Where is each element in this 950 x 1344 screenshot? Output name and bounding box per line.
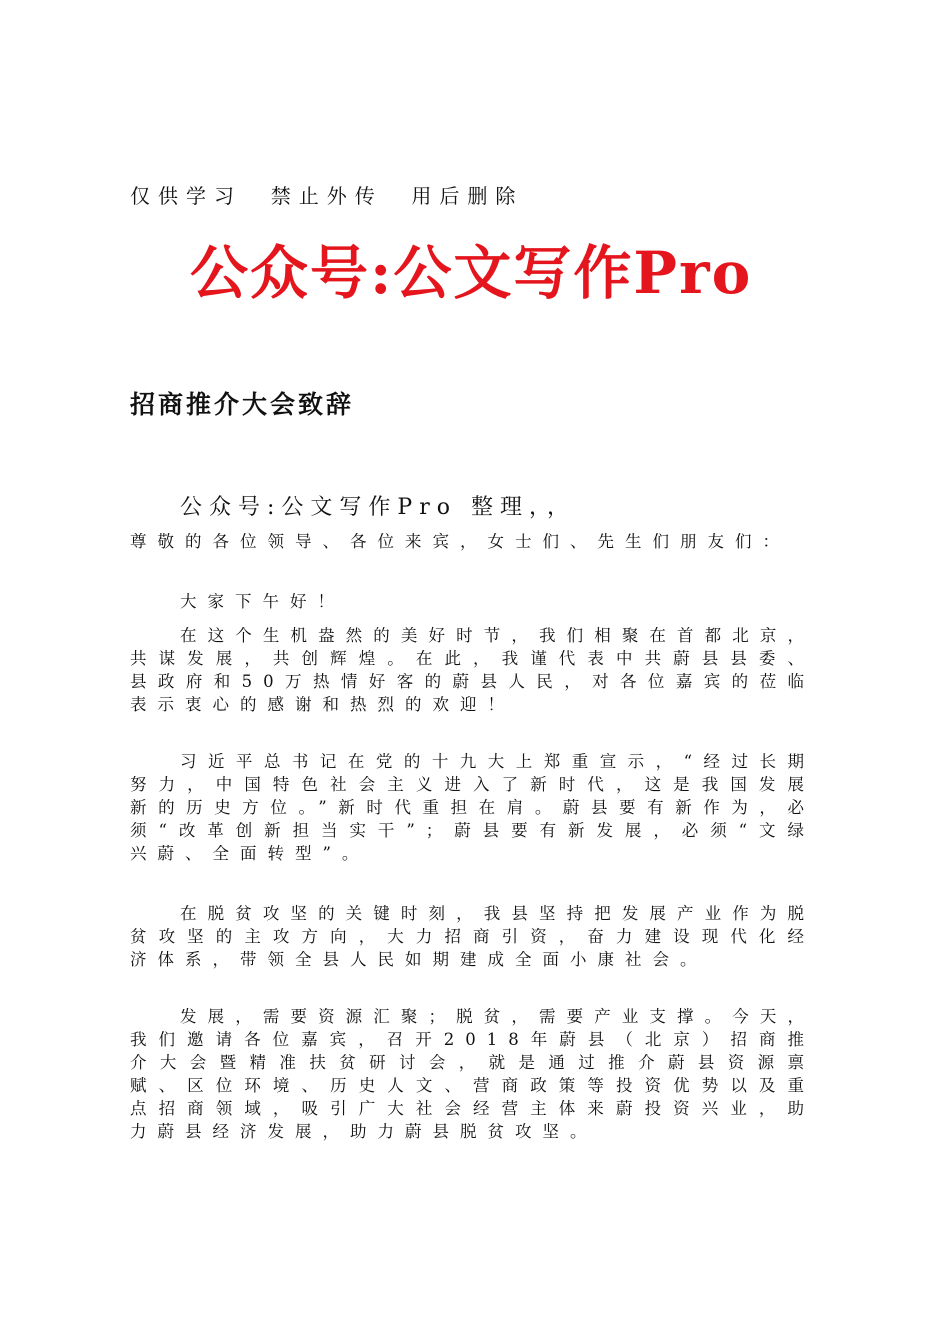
paragraph-4: 发展，需要资源汇聚；脱贫，需要产业支撑。今天，我们邀请各位嘉宾，召开2018年蔚县（北京）招商推介大会暨精准扶贫研讨会，就是通过推介蔚县资源禀赋、区位环境、历史人文、营商政策等投资优势以及重点招商领域，吸引广大社会经营主体来蔚投资兴业，助力蔚县经济发展，助力蔚县脱贫攻坚。 [130,1007,815,1141]
greeting: 大家下午好！ [180,592,345,611]
paragraph-2: 习近平总书记在党的十九大上郑重宣示，“经过长期努力，中国特色社会主义进入了新时代，这是我国发展新的历史方位。”新时代重担在肩。蔚县要有新作为，必须“改革创新担当实干”；蔚县要有新发展，必须“文绿兴蔚、全面转型”。 [130,752,815,863]
brand-watermark: 公众号:公文写作Pro [190,239,753,307]
salutation: 尊敬的各位领导、各位来宾，女士们、先生们朋友们： [130,532,790,551]
document-subheading: 公众号:公文写作Pro 整理，， [180,495,576,520]
paragraph-3: 在脱贫攻坚的关键时刻，我县坚持把发展产业作为脱贫攻坚的主攻方向，大力招商引资，奋力建设现代化经济体系，带领全县人民如期建成全面小康社会。 [130,904,815,969]
document-title: 招商推介大会致辞 [130,390,355,419]
usage-notice: 仅供学习 禁止外传 用后删除 [130,184,524,208]
paragraph-1: 在这个生机盎然的美好时节，我们相聚在首都北京，共谋发展，共创辉煌。在此，我谨代表中共蔚县县委、县政府和50万热情好客的蔚县人民，对各位嘉宾的莅临表示衷心的感谢和热烈的欢迎！ [130,626,815,714]
